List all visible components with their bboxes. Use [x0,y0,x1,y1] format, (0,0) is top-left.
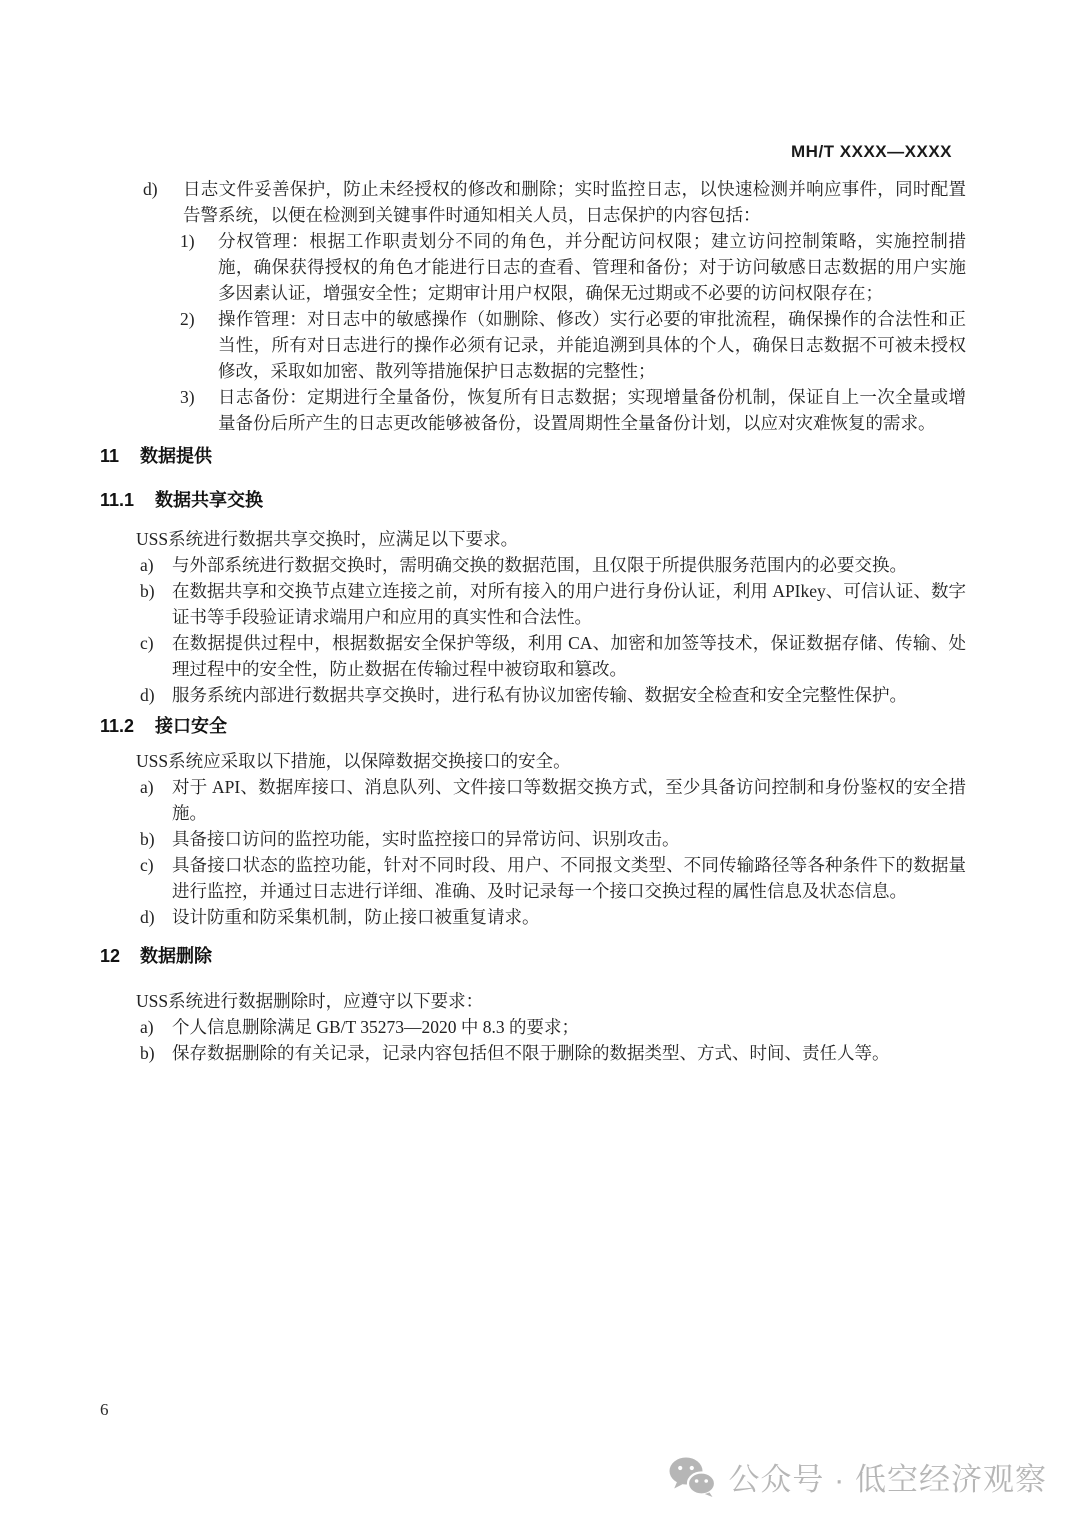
list-item-label: a) [140,777,154,797]
list-item-c [100,852,966,904]
list-item-c [100,630,966,682]
list-item-b [100,578,966,630]
list-item-text: 保存数据删除的有关记录，记录内容包括但不限于删除的数据类型、方式、时间、责任人等。 [172,1043,890,1063]
list-item-label: b) [140,1043,155,1063]
section-11-1-intro: USS系统进行数据共享交换时，应满足以下要求。 [136,529,519,549]
list-item-text: 具备接口访问的监控功能，实时监控接口的异常访问、识别攻击。 [172,829,680,849]
list-item-text: 日志备份：定期进行全量备份，恢复所有日志数据；实现增量备份机制，保证自上一次全量或增量备份后所产生的日志更改能够被备份，设置周期性全量备份计划，以应对灾难恢复的需求。 [218,387,966,433]
section-11-2-heading [100,716,966,736]
list-item-a [100,1014,966,1040]
list-item-text: 对于 API、数据库接口、消息队列、文件接口等数据交换方式，至少具备访问控制和身份鉴权的安全措施。 [172,777,966,823]
list-item-text: 个人信息删除满足 GB/T 35273—2020 中 8.3 的要求； [172,1017,580,1037]
list-item-d [100,904,966,930]
section-12-heading [100,946,966,966]
list-item-label: c) [140,855,154,875]
list-item-d [100,682,966,708]
section-11-2-intro: USS系统应采取以下措施，以保障数据交换接口的安全。 [136,751,571,771]
list-subitem-3 [100,384,966,436]
list-item-text: 与外部系统进行数据交换时，需明确交换的数据范围，且仅限于所提供服务范围内的必要交换。 [172,555,907,575]
section-12-intro: USS系统进行数据删除时，应遵守以下要求： [136,991,484,1011]
list-item-text: 分权管理：根据工作职责划分不同的角色，并分配访问权限；建立访问控制策略，实施控制措施，确保获得授权的角色才能进行日志的查看、管理和备份；对于访问敏感日志数据的用户实施多因素认证，增强安全性；定期审计用户权限，确保无过期或不必要的访问权限存在； [218,231,966,303]
list-item-label: d) [140,907,155,927]
list-item-text: 设计防重和防采集机制，防止接口被重复请求。 [172,907,540,927]
section-11-1-heading [100,490,966,510]
wechat-icon [668,1456,716,1498]
page-number: 6 [100,1400,109,1419]
section-number: 11.2 [100,716,135,736]
list-item-label: b) [140,581,155,601]
section-title-text: 数据删除 [140,946,212,966]
list-item-label: 3) [180,387,195,407]
list-item-label: 2) [180,309,195,329]
list-item-b [100,1040,966,1066]
list-item-a [100,774,966,826]
list-item-label: b) [140,829,155,849]
list-item-text: 在数据共享和交换节点建立连接之前，对所有接入的用户进行身份认证，利用 APIkey、可信认证、数字证书等手段验证请求端用户和应用的真实性和合法性。 [172,581,966,627]
list-item-a [100,552,966,578]
list-item-label: a) [140,555,154,575]
running-header-doc-code: MH/T XXXX—XXXX [791,142,952,161]
list-item-label: d) [143,179,158,199]
section-number: 12 [100,946,121,966]
list-item-text: 操作管理：对日志中的敏感操作（如删除、修改）实行必要的审批流程，确保操作的合法性和正当性，所有对日志进行的操作必须有记录，并能追溯到具体的个人，确保日志数据不可被未授权修改，采取如加密、散列等措施保护日志数据的完整性； [218,309,966,381]
list-item-b [100,826,966,852]
list-item-label: d) [140,685,155,705]
list-item-d-log-protection [100,176,966,228]
list-item-label: a) [140,1017,154,1037]
list-item-label: 1) [180,231,195,251]
list-subitem-2 [100,306,966,384]
section-number: 11 [100,446,120,466]
list-item-text: 服务系统内部进行数据共享交换时，进行私有协议加密传输、数据安全检查和安全完整性保护。 [172,685,907,705]
section-number: 11.1 [100,490,135,510]
section-title-text: 接口安全 [155,716,227,736]
list-item-text: 在数据提供过程中，根据数据安全保护等级，利用 CA、加密和加签等技术，保证数据存储、传输、处理过程中的安全性，防止数据在传输过程中被窃取和篡改。 [172,633,966,679]
section-title-text: 数据提供 [140,446,212,466]
list-item-text: 具备接口状态的监控功能，针对不同时段、用户、不同报文类型、不同传输路径等各种条件下的数据量进行监控，并通过日志进行详细、准确、及时记录每一个接口交换过程的属性信息及状态信息。 [172,855,966,901]
watermark-text: 公众号 · 低空经济观察 [728,1462,1047,1497]
list-item-label: c) [140,633,154,653]
list-item-text: 日志文件妥善保护，防止未经授权的修改和删除；实时监控日志，以快速检测并响应事件，同时配置告警系统，以便在检测到关键事件时通知相关人员，日志保护的内容包括： [183,179,966,225]
page-content [100,176,966,1066]
section-title-text: 数据共享交换 [155,490,263,510]
list-subitem-1 [100,228,966,306]
wechat-watermark [668,1454,1047,1499]
section-11-heading [100,446,966,466]
